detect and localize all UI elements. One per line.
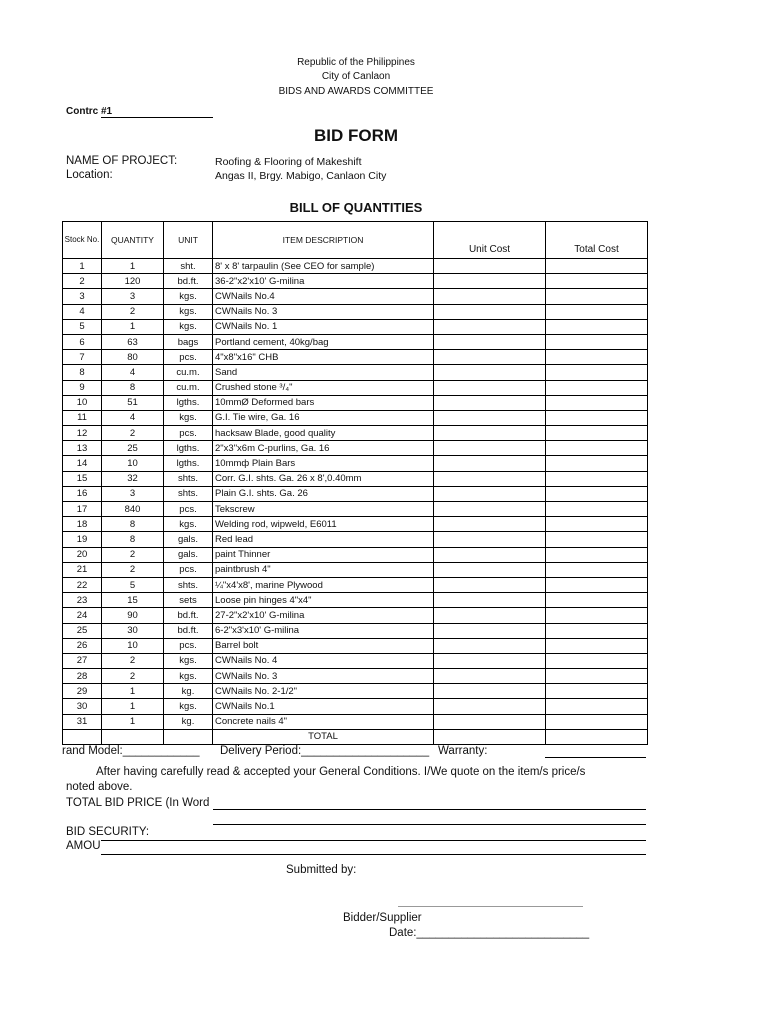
table-row xyxy=(63,562,648,577)
stock-no-cell: 15 xyxy=(63,471,102,486)
unit-cost-cell xyxy=(434,684,546,699)
amount-label: AMOU xyxy=(66,840,101,852)
quantity-cell: 840 xyxy=(102,502,164,517)
unit-cell: shts. xyxy=(164,486,213,501)
table-row xyxy=(63,517,648,532)
total-label: TOTAL xyxy=(213,729,434,744)
unit-cell: kgs. xyxy=(164,699,213,714)
bidder-supplier: Bidder/Supplier xyxy=(343,912,422,924)
stock-no-cell: 8 xyxy=(63,365,102,380)
table-row xyxy=(63,410,648,425)
table-row xyxy=(63,456,648,471)
quantity-cell: 32 xyxy=(102,471,164,486)
total-cost-cell xyxy=(546,289,648,304)
quantity-cell: 63 xyxy=(102,334,164,349)
unit-cell: lgths. xyxy=(164,456,213,471)
boq-table xyxy=(62,221,648,745)
description-cell: CWNails No. 2-1/2" xyxy=(213,684,434,699)
total-cost-cell xyxy=(546,638,648,653)
total-cost-cell xyxy=(546,274,648,289)
total-cost-cell xyxy=(546,486,648,501)
unit-cost-cell xyxy=(434,380,546,395)
stock-no-cell: 31 xyxy=(63,714,102,729)
boq-title: BILL OF QUANTITIES xyxy=(289,200,423,215)
paragraph-line-1: After having carefully read & accepted your General Conditions. I/We quote on the item/s price/s xyxy=(96,766,586,778)
description-cell: Barrel bolt xyxy=(213,638,434,653)
unit-cost-cell xyxy=(434,517,546,532)
total-cost-cell xyxy=(546,259,648,274)
description-cell: 36-2"x2'x10' G-milina xyxy=(213,274,434,289)
table-row xyxy=(63,259,648,274)
unit-cell: gals. xyxy=(164,532,213,547)
unit-cost-cell xyxy=(434,562,546,577)
description-cell: Sand xyxy=(213,365,434,380)
description-cell: Corr. G.I. shts. Ga. 26 x 8',0.40mm xyxy=(213,471,434,486)
table-row xyxy=(63,395,648,410)
table-row xyxy=(63,638,648,653)
contract-label: Contrc #1 xyxy=(66,106,113,117)
unit-cost-cell xyxy=(434,274,546,289)
total-cost-cell xyxy=(546,319,648,334)
unit-cell: kgs. xyxy=(164,410,213,425)
location-value: Angas II, Brgy. Mabigo, Canlaon City xyxy=(215,170,387,182)
description-cell: CWNails No.4 xyxy=(213,289,434,304)
stock-no-cell: 2 xyxy=(63,274,102,289)
quantity-cell: 3 xyxy=(102,289,164,304)
stock-no-cell: 14 xyxy=(63,456,102,471)
unit-cost-cell xyxy=(434,365,546,380)
stock-no-cell: 18 xyxy=(63,517,102,532)
description-cell: 4"x8"x16" CHB xyxy=(213,350,434,365)
quantity-cell: 15 xyxy=(102,593,164,608)
quantity-cell: 2 xyxy=(102,547,164,562)
description-cell: CWNails No.1 xyxy=(213,699,434,714)
total-cost-cell xyxy=(546,714,648,729)
unit-cost-cell xyxy=(434,410,546,425)
quantity-cell: 30 xyxy=(102,623,164,638)
unit-cell: lgths. xyxy=(164,441,213,456)
description-cell: hacksaw Blade, good quality xyxy=(213,426,434,441)
unit-cell: pcs. xyxy=(164,502,213,517)
unit-cell: kg. xyxy=(164,714,213,729)
description-cell: CWNails No. 3 xyxy=(213,669,434,684)
header-unit: UNIT xyxy=(164,222,213,259)
table-row xyxy=(63,608,648,623)
table-row xyxy=(63,471,648,486)
stock-no-cell: 23 xyxy=(63,593,102,608)
quantity-cell: 2 xyxy=(102,669,164,684)
delivery-period: Delivery Period:____________________ xyxy=(220,745,430,757)
description-cell: paint Thinner xyxy=(213,547,434,562)
total-row-cell xyxy=(63,729,102,744)
quantity-cell: 2 xyxy=(102,653,164,668)
unit-cost-cell xyxy=(434,319,546,334)
description-cell: CWNails No. 1 xyxy=(213,319,434,334)
stock-no-cell: 24 xyxy=(63,608,102,623)
stock-no-cell: 13 xyxy=(63,441,102,456)
warranty-label: Warranty: xyxy=(438,745,488,757)
header-item-description: ITEM DESCRIPTION xyxy=(213,222,434,259)
table-row xyxy=(63,274,648,289)
unit-cost-cell xyxy=(434,608,546,623)
total-cost-cell xyxy=(546,441,648,456)
unit-cell: pcs. xyxy=(164,562,213,577)
unit-cell: kgs. xyxy=(164,517,213,532)
description-cell: Red lead xyxy=(213,532,434,547)
stock-no-cell: 7 xyxy=(63,350,102,365)
unit-cost-cell xyxy=(434,456,546,471)
quantity-cell: 2 xyxy=(102,562,164,577)
stock-no-cell: 20 xyxy=(63,547,102,562)
table-row xyxy=(63,380,648,395)
total-row-cell xyxy=(434,729,546,744)
quantity-cell: 120 xyxy=(102,274,164,289)
quantity-cell: 90 xyxy=(102,608,164,623)
unit-cost-cell xyxy=(434,502,546,517)
submitted-by: Submitted by: xyxy=(286,864,357,876)
description-cell: Concrete nails 4" xyxy=(213,714,434,729)
table-row xyxy=(63,714,648,729)
unit-cell: shts. xyxy=(164,471,213,486)
description-cell: Portland cement, 40kg/bag xyxy=(213,334,434,349)
total-cost-cell xyxy=(546,380,648,395)
description-cell: 10mmØ Deformed bars xyxy=(213,395,434,410)
description-cell: paintbrush 4" xyxy=(213,562,434,577)
total-cost-cell xyxy=(546,350,648,365)
stock-no-cell: 29 xyxy=(63,684,102,699)
unit-cost-cell xyxy=(434,350,546,365)
total-cost-cell xyxy=(546,304,648,319)
paragraph-line-2: noted above. xyxy=(66,781,133,793)
total-cost-cell xyxy=(546,562,648,577)
unit-cell: sets xyxy=(164,593,213,608)
quantity-cell: 25 xyxy=(102,441,164,456)
unit-cell: lgths. xyxy=(164,395,213,410)
unit-cell: pcs. xyxy=(164,426,213,441)
stock-no-cell: 3 xyxy=(63,289,102,304)
total-cost-cell xyxy=(546,608,648,623)
unit-cell: sht. xyxy=(164,259,213,274)
header-quantity: QUANTITY xyxy=(102,222,164,259)
stock-no-cell: 16 xyxy=(63,486,102,501)
stock-no-cell: 5 xyxy=(63,319,102,334)
quantity-cell: 51 xyxy=(102,395,164,410)
description-cell: Crushed stone ³/₄" xyxy=(213,380,434,395)
stock-no-cell: 22 xyxy=(63,577,102,592)
description-cell: 2"x3"x6m C-purlins, Ga. 16 xyxy=(213,441,434,456)
total-cost-cell xyxy=(546,547,648,562)
unit-cell: kgs. xyxy=(164,289,213,304)
stock-no-cell: 10 xyxy=(63,395,102,410)
amount-line xyxy=(101,854,646,855)
total-cost-cell xyxy=(546,532,648,547)
quantity-cell: 2 xyxy=(102,426,164,441)
total-cost-cell xyxy=(546,669,648,684)
total-cost-cell xyxy=(546,395,648,410)
unit-cost-cell xyxy=(434,486,546,501)
quantity-cell: 1 xyxy=(102,319,164,334)
unit-cell: bd.ft. xyxy=(164,608,213,623)
table-row xyxy=(63,334,648,349)
bid-security-line xyxy=(101,840,646,841)
table-row xyxy=(63,532,648,547)
total-cost-cell xyxy=(546,684,648,699)
unit-cost-cell xyxy=(434,593,546,608)
unit-cell: bags xyxy=(164,334,213,349)
total-cost-cell xyxy=(546,517,648,532)
table-row xyxy=(63,699,648,714)
unit-cell: kgs. xyxy=(164,304,213,319)
boq-header-row xyxy=(63,222,648,259)
unit-cell: kgs. xyxy=(164,653,213,668)
stock-no-cell: 1 xyxy=(63,259,102,274)
quantity-cell: 8 xyxy=(102,517,164,532)
stock-no-cell: 28 xyxy=(63,669,102,684)
unit-cell: gals. xyxy=(164,547,213,562)
description-cell: G.I. Tie wire, Ga. 16 xyxy=(213,410,434,425)
quantity-cell: 1 xyxy=(102,699,164,714)
quantity-cell: 1 xyxy=(102,259,164,274)
total-row-cell xyxy=(546,729,648,744)
table-row xyxy=(63,684,648,699)
quantity-cell: 1 xyxy=(102,684,164,699)
total-cost-cell xyxy=(546,577,648,592)
unit-cell: cu.m. xyxy=(164,380,213,395)
unit-cost-cell xyxy=(434,669,546,684)
unit-cost-cell xyxy=(434,547,546,562)
description-cell: 8' x 8' tarpaulin (See CEO for sample) xyxy=(213,259,434,274)
unit-cell: kgs. xyxy=(164,669,213,684)
total-bid-price-label: TOTAL BID PRICE (In Word xyxy=(66,797,210,809)
description-cell: Tekscrew xyxy=(213,502,434,517)
unit-cost-cell xyxy=(434,441,546,456)
description-cell: 6-2"x3'x10' G-milina xyxy=(213,623,434,638)
description-cell: Loose pin hinges 4"x4" xyxy=(213,593,434,608)
total-cost-cell xyxy=(546,456,648,471)
form-title: BID FORM xyxy=(313,126,399,145)
quantity-cell: 5 xyxy=(102,577,164,592)
unit-cost-cell xyxy=(434,259,546,274)
total-cost-cell xyxy=(546,502,648,517)
table-row xyxy=(63,365,648,380)
table-row xyxy=(63,304,648,319)
unit-cost-cell xyxy=(434,653,546,668)
total-cost-cell xyxy=(546,623,648,638)
unit-cost-cell xyxy=(434,471,546,486)
unit-cell: kg. xyxy=(164,684,213,699)
total-cost-cell xyxy=(546,410,648,425)
total-cost-cell xyxy=(546,426,648,441)
description-cell: Welding rod, wipweld, E6011 xyxy=(213,517,434,532)
header-stock-no: Stock No. xyxy=(63,222,102,259)
brand-model: rand Model:____________ xyxy=(62,745,200,757)
total-cost-cell xyxy=(546,653,648,668)
total-row-cell xyxy=(102,729,164,744)
stock-no-cell: 11 xyxy=(63,410,102,425)
total-bid-price-line-2 xyxy=(213,824,646,825)
description-cell: 27-2"x2'x10' G-milina xyxy=(213,608,434,623)
quantity-cell: 1 xyxy=(102,714,164,729)
total-cost-cell xyxy=(546,365,648,380)
total-cost-cell xyxy=(546,334,648,349)
description-cell: Plain G.I. shts. Ga. 26 xyxy=(213,486,434,501)
description-cell: 10mmф Plain Bars xyxy=(213,456,434,471)
unit-cost-cell xyxy=(434,304,546,319)
project-name-label: NAME OF PROJECT: xyxy=(66,155,178,167)
quantity-cell: 10 xyxy=(102,638,164,653)
contract-line xyxy=(101,117,213,118)
header-committee: BIDS AND AWARDS COMMITTEE xyxy=(278,86,434,97)
stock-no-cell: 6 xyxy=(63,334,102,349)
quantity-cell: 2 xyxy=(102,304,164,319)
unit-cost-cell xyxy=(434,623,546,638)
header-city: City of Canlaon xyxy=(321,71,391,82)
table-row xyxy=(63,319,648,334)
unit-cell: bd.ft. xyxy=(164,274,213,289)
location-label: Location: xyxy=(66,169,113,181)
table-row xyxy=(63,350,648,365)
unit-cost-cell xyxy=(434,334,546,349)
total-cost-cell xyxy=(546,699,648,714)
table-row xyxy=(63,486,648,501)
header-unit-cost: Unit Cost xyxy=(434,222,546,259)
description-cell: CWNails No. 3 xyxy=(213,304,434,319)
table-row xyxy=(63,426,648,441)
unit-cost-cell xyxy=(434,638,546,653)
quantity-cell: 8 xyxy=(102,380,164,395)
stock-no-cell: 17 xyxy=(63,502,102,517)
unit-cost-cell xyxy=(434,289,546,304)
unit-cost-cell xyxy=(434,699,546,714)
unit-cost-cell xyxy=(434,532,546,547)
table-row xyxy=(63,623,648,638)
date-field: Date:___________________________ xyxy=(389,927,590,939)
quantity-cell: 4 xyxy=(102,365,164,380)
stock-no-cell: 25 xyxy=(63,623,102,638)
stock-no-cell: 30 xyxy=(63,699,102,714)
table-row xyxy=(63,441,648,456)
header-total-cost: Total Cost xyxy=(546,222,648,259)
stock-no-cell: 9 xyxy=(63,380,102,395)
total-cost-cell xyxy=(546,593,648,608)
quantity-cell: 4 xyxy=(102,410,164,425)
quantity-cell: 10 xyxy=(102,456,164,471)
unit-cell: kgs. xyxy=(164,319,213,334)
warranty-line xyxy=(545,757,646,758)
total-row-cell xyxy=(164,729,213,744)
quantity-cell: 8 xyxy=(102,532,164,547)
table-row xyxy=(63,547,648,562)
unit-cell: pcs. xyxy=(164,638,213,653)
table-row xyxy=(63,669,648,684)
total-cost-cell xyxy=(546,471,648,486)
unit-cell: shts. xyxy=(164,577,213,592)
table-row xyxy=(63,653,648,668)
unit-cell: cu.m. xyxy=(164,365,213,380)
table-row xyxy=(63,289,648,304)
table-row xyxy=(63,502,648,517)
bid-security-label: BID SECURITY: xyxy=(66,826,150,838)
stock-no-cell: 12 xyxy=(63,426,102,441)
description-cell: ¼"x4'x8', marine Plywood xyxy=(213,577,434,592)
stock-no-cell: 26 xyxy=(63,638,102,653)
boq-body xyxy=(63,259,648,745)
total-bid-price-line-1 xyxy=(213,809,646,810)
unit-cell: bd.ft. xyxy=(164,623,213,638)
description-cell: CWNails No. 4 xyxy=(213,653,434,668)
quantity-cell: 80 xyxy=(102,350,164,365)
unit-cell: pcs. xyxy=(164,350,213,365)
unit-cost-cell xyxy=(434,577,546,592)
total-row xyxy=(63,729,648,744)
unit-cost-cell xyxy=(434,426,546,441)
stock-no-cell: 19 xyxy=(63,532,102,547)
project-name-value: Roofing & Flooring of Makeshift xyxy=(215,156,362,168)
quantity-cell: 3 xyxy=(102,486,164,501)
header-republic: Republic of the Philippines xyxy=(297,57,415,68)
stock-no-cell: 21 xyxy=(63,562,102,577)
table-row xyxy=(63,593,648,608)
stock-no-cell: 4 xyxy=(63,304,102,319)
table-row xyxy=(63,577,648,592)
stock-no-cell: 27 xyxy=(63,653,102,668)
signature-line xyxy=(398,906,583,907)
unit-cost-cell xyxy=(434,395,546,410)
unit-cost-cell xyxy=(434,714,546,729)
